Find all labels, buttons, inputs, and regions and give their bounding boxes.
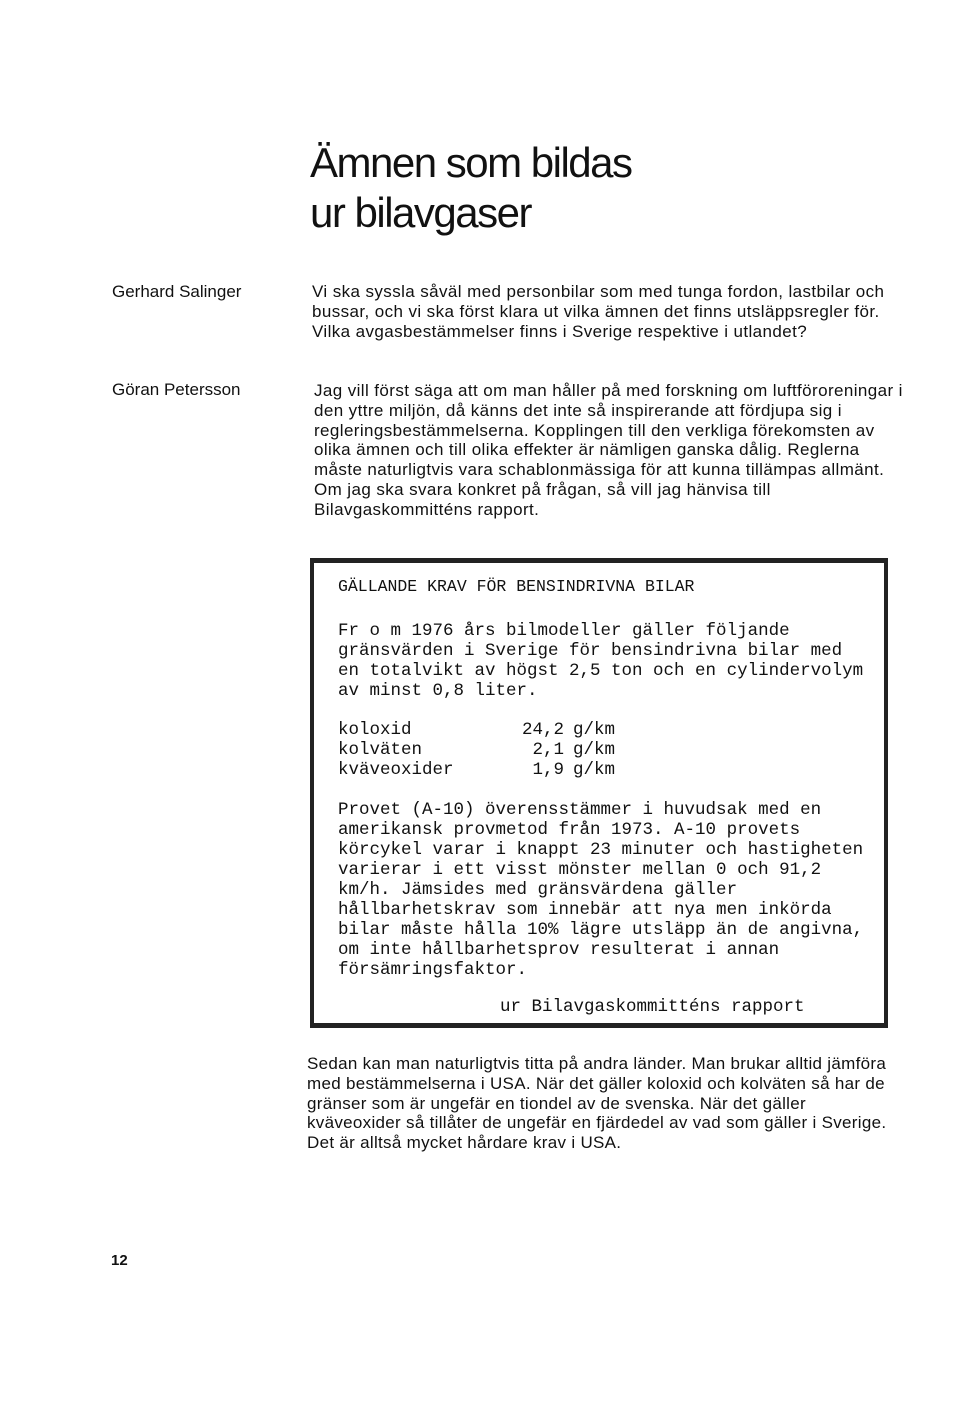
page-number: 12 bbox=[111, 1252, 128, 1269]
limit-unit: g/km bbox=[573, 720, 616, 740]
title-line-2: ur bilavgaser bbox=[310, 189, 531, 236]
speaker-name-salinger: Gerhard Salinger bbox=[112, 282, 242, 301]
table-row bbox=[338, 760, 615, 780]
limit-value: 2,1 bbox=[532, 740, 564, 760]
limits-table bbox=[338, 720, 615, 780]
closing-paragraph: Sedan kan man naturligtvis titta på andra länder. Man brukar alltid jämföra med bestämmelserna i USA. När det gäller koloxid och kolväten så har de gränser som är ungefär en tiondel av de svenska. När det gäller kväveoxider så tillåter de ungefär en fjärdedel av vad som gäller i Sverige. Det är alltså mycket hårdare krav i USA. bbox=[307, 1054, 887, 1153]
limit-unit: g/km bbox=[573, 760, 616, 780]
title-line-1: Ämnen som bildas bbox=[310, 139, 632, 186]
limit-value: 24,2 bbox=[521, 720, 564, 740]
box-source: ur Bilavgaskommitténs rapport bbox=[500, 997, 805, 1017]
limit-substance: kväveoxider bbox=[338, 760, 454, 780]
box-title: GÄLLANDE KRAV FÖR BENSINDRIVNA BILAR bbox=[338, 577, 695, 596]
article-title bbox=[310, 138, 632, 238]
limit-substance: koloxid bbox=[338, 720, 412, 740]
speech-salinger: Vi ska syssla såväl med personbilar som med tunga fordon, lastbilar och bussar, och vi ska först klara ut vilka ämnen det finns utsläppsregler för. Vilka avgasbestämmelser finns i Sverige respektive i utlandet? bbox=[312, 282, 885, 341]
table-row bbox=[338, 720, 615, 740]
limit-unit: g/km bbox=[573, 740, 616, 760]
box-test-description: Provet (A-10) överensstämmer i huvudsak med en amerikansk provmetod från 1973. A-10 provets körcykel varar i knappt 23 minuter och hastigheten varierar i ett visst mönster mellan 0 och 91,2 km/h. Jämsides med gränsvärdena gäller hållbarhetskrav som innebär att nya men inkörda bilar måste hålla 10% lägre utsläpp än de angivna, om inte hållbarhetsprov resulterat i annan försämringsfaktor. bbox=[338, 800, 864, 980]
limit-substance: kolväten bbox=[338, 740, 423, 760]
box-intro: Fr o m 1976 års bilmodeller gäller följande gränsvärden i Sverige för bensindrivna bilar med en totalvikt av högst 2,5 ton och en cylindervolym av minst 0,8 liter. bbox=[338, 621, 864, 701]
speaker-name-petersson: Göran Petersson bbox=[112, 380, 241, 399]
speech-petersson: Jag vill först säga att om man håller på med forskning om luftföroreningar i den yttre miljön, då känns det inte så inspirerande att fördjupa sig i regleringsbestämmelserna. Kopplingen till den verkliga förekomsten av olika ämnen och till olika effekter är nämligen ganska dålig. Reglerna måste naturligtvis vara schablonmässiga för att kunna tillämpas allmänt. Om jag ska svara konkret på frågan, så vill jag hänvisa till Bilavgaskommitténs rapport. bbox=[314, 381, 903, 519]
regulation-box bbox=[310, 558, 888, 1028]
limit-value: 1,9 bbox=[532, 760, 564, 780]
table-row bbox=[338, 740, 615, 760]
